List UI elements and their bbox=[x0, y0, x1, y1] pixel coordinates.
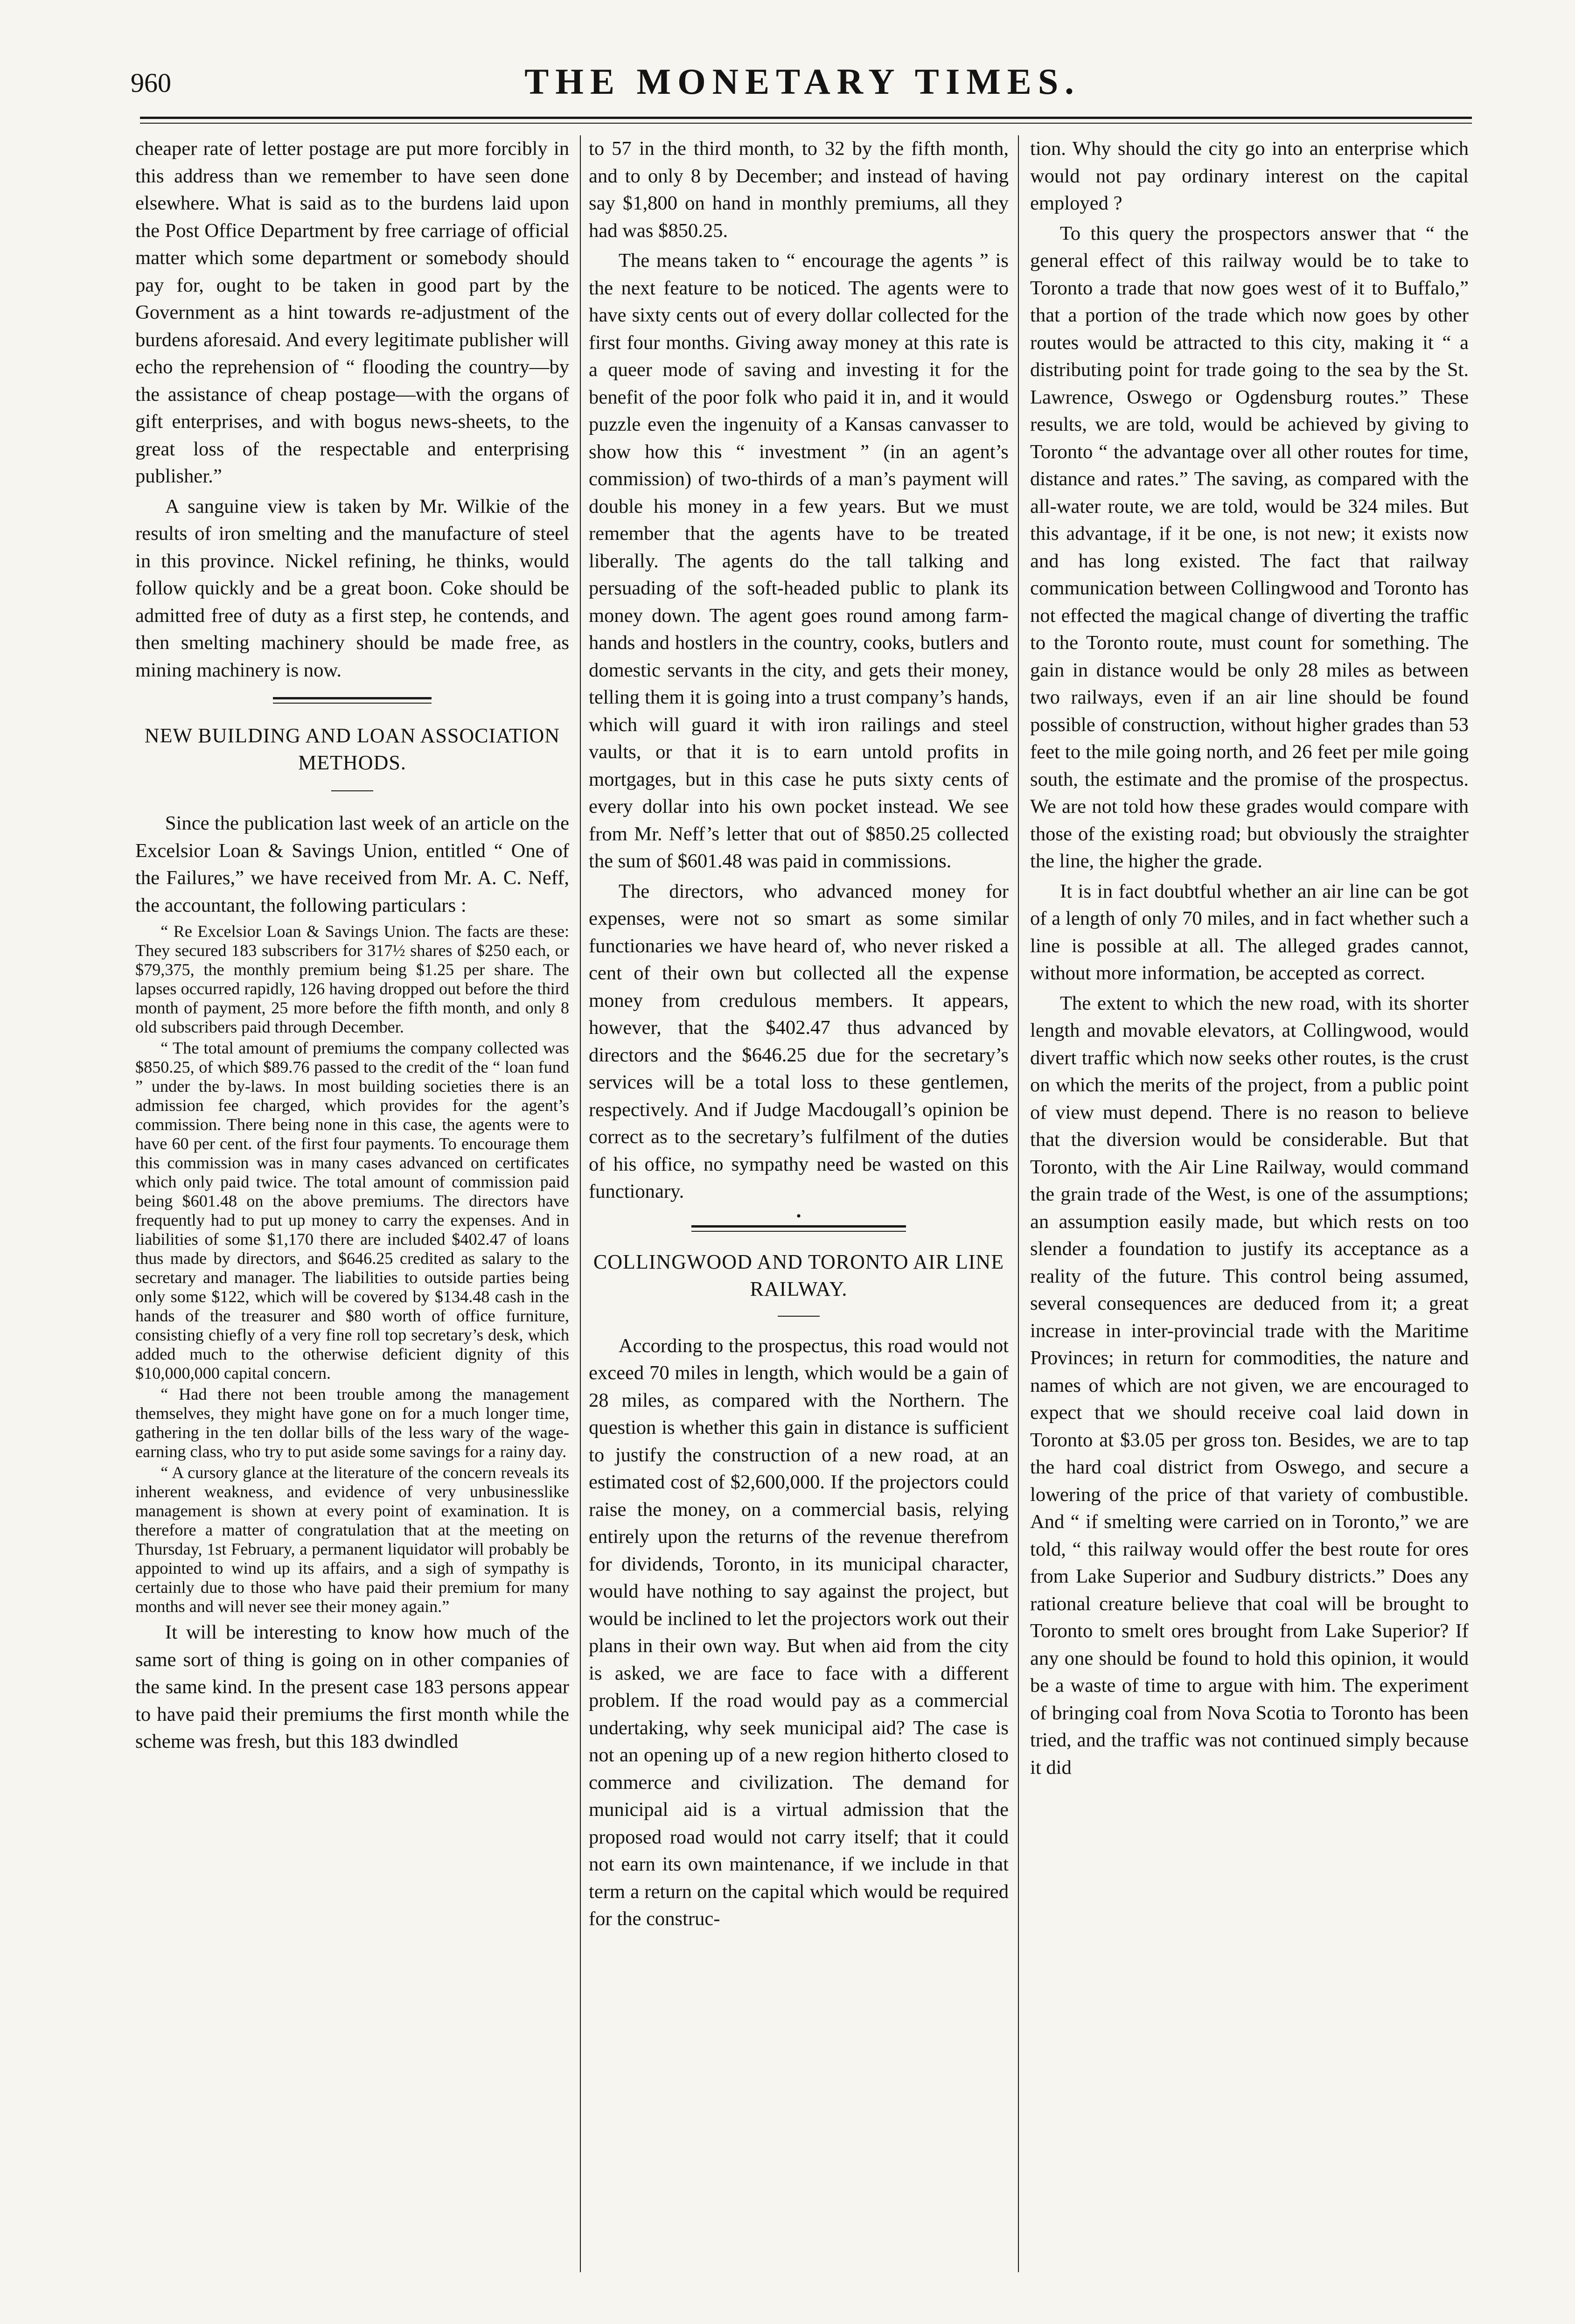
column-3 bbox=[1030, 135, 1469, 1781]
column-divider-1 bbox=[580, 135, 581, 2272]
header-rule-thin bbox=[140, 123, 1472, 124]
column-1 bbox=[135, 135, 569, 1756]
paragraph: tion. Why should the city go into an enterprise which would not pay ordinary interest on the capital employed ? bbox=[1030, 138, 1469, 214]
heading-underline bbox=[778, 1316, 820, 1317]
article-heading: NEW BUILDING AND LOAN ASSOCIATION METHODS. bbox=[144, 724, 560, 774]
paragraph: to 57 in the third month, to 32 by the fifth month, and to only 8 by December; and instead of having say $1,800 on hand in monthly premiums, all they had was $850.25. bbox=[589, 138, 1009, 242]
heading-underline bbox=[331, 790, 373, 791]
paragraph: It is in fact doubtful whether an air line can be got of a length of only 70 miles, and in fact whether such a line is possible at all. The alleged grades cannot, without more information, be accepted as correct. bbox=[1030, 880, 1469, 984]
article-lead: Since the publication last week of an article on the Excelsior Loan & Savings Union, entitled “ One of the Failures,” we have received from Mr. A. C. Neff, the accountant, the following particulars : bbox=[135, 812, 569, 916]
ornament-dot: • bbox=[796, 1208, 801, 1224]
letter-quote: “ Re Excelsior Loan & Savings Union. The facts are these: They secured 183 subscribers for 317½ shares of $250 each, or $79,375, the monthly premium being $1.25 per share. The lapses occurred rapidly, 126 having dropped out before the third month of payment, 25 more before the fifth month, and only 8 old subscribers paid through December. bbox=[135, 922, 569, 1036]
page-header bbox=[131, 61, 1474, 112]
page-number: 960 bbox=[131, 68, 171, 98]
column-divider-2 bbox=[1018, 135, 1019, 2272]
column-2 bbox=[589, 135, 1009, 1933]
article-heading: COLLINGWOOD AND TORONTO AIR LINE RAILWAY. bbox=[593, 1250, 1004, 1300]
publication-title: THE MONETARY TIMES. bbox=[524, 61, 1080, 102]
paragraph: It will be interesting to know how much of the same sort of thing is going on in other companies of the same kind. In the present case 183 persons appear to have paid their premiums the first month while the scheme was fresh, but this 183 dwindled bbox=[135, 1621, 569, 1752]
letter-quote: “ The total amount of premiums the company collected was $850.25, of which $89.76 passed to the credit of the “ loan fund ” under the by-laws. In most building societies there is an admission fee charged, which provides for the agent’s commission. There being none in this case, the agents were to have 60 per cent. of the first four payments. To encourage them this commission was in many cases advanced on certificates which only paid twice. The total amount of commission paid being $601.48 on the above premiums. The directors have frequently had to put up money to carry the expenses. And in liabilities of some $1,170 there are included $402.47 of loans thus made by directors, and $646.25 credited as salary to the secretary and manager. The liabilities to outside parties being only some $122, which will be covered by $134.48 cash in the hands of the treasurer and $80 worth of office furniture, consisting chiefly of a very fine roll top secretary’s desk, which added much to the otherwise deficient dignity of this $10,000,000 capital concern. bbox=[135, 1039, 569, 1382]
paragraph: According to the prospectus, this road would not exceed 70 miles in length, which would be a gain of 28 miles, as compared with the Northern. The question is whether this gain in distance is sufficient to justify the construction of a new road, at an estimated cost of $2,600,000. If the projectors could raise the money, on a commercial basis, relying entirely upon the returns of the revenue therefrom for dividends, Toronto, in its municipal character, would have nothing to say against the project, but would be inclined to let the projectors work out their plans in their own way. But when aid from the city is asked, we are face to face with a different problem. If the road would pay as a commercial undertaking, why seek municipal aid? The case is not an opening up of a new region hitherto closed to commerce and civilization. The demand for municipal aid is a virtual admission that the proposed road would not carry itself; that it could not earn its own maintenance, if we include in that term a return on the capital which would be required for the construc- bbox=[589, 1334, 1009, 1930]
paragraph: A sanguine view is taken by Mr. Wilkie of the results of iron smelting and the manufacture of steel in this province. Nickel refining, he thinks, would follow quickly and be a great boon. Coke should be admitted free of duty as a first step, he contends, and then smelting machinery should be made free, as mining machinery is now. bbox=[135, 495, 569, 681]
section-separator bbox=[691, 1225, 906, 1232]
section-separator bbox=[273, 697, 432, 704]
letter-quote: “ Had there not been trouble among the management themselves, they might have gone on for a much longer time, gathering in the ten dollar bills of the less wary of the wage-earning class, who try to put aside some savings for a rainy day. bbox=[135, 1385, 569, 1461]
paragraph: cheaper rate of letter postage are put more forcibly in this address than we remember to have seen done elsewhere. What is said as to the burdens laid upon the Post Office Department by free carriage of official matter which some department or somebody should pay for, ought to be taken in good part by the Government as a hint towards re-adjustment of the burdens aforesaid. And every legitimate publisher will echo the reprehension of “ flooding the country—by the assistance of cheap postage—with the organs of gift enterprises, and with bogus news-sheets, to the great loss of the respectable and enterprising publisher.” bbox=[135, 138, 569, 487]
paragraph: The directors, who advanced money for expenses, were not so smart as some similar functionaries we have heard of, who never risked a cent of their own but collected all the expense money from credulous members. It appears, however, that the $402.47 thus advanced by directors and the $646.25 due for the secretary’s services will be a total loss to these gentlemen, respectively. And if Judge Macdougall’s opinion be correct as to the secretary’s fulfilment of the duties of his office, no sympathy need be wasted on this functionary. bbox=[589, 880, 1009, 1202]
paragraph: To this query the prospectors answer that “ the general effect of this railway would be to take to Toronto a trade that now goes west of it to Buffalo,” that a portion of the trade which now goes by other routes would be attracted to this city, making it “ a distributing point for trade going to the sea by the St. Lawrence, Oswego or Ogdensburg routes.” These results, we are told, would be achieved by giving to Toronto “ the advantage over all other routes for time, distance and rates.” The saving, as compared with the all-water route, we are told, would be 324 miles. But this advantage, if it be one, is not new; it exists now and has long existed. The fact that railway communication between Collingwood and Toronto has not effected the magical change of diverting the traffic to the Toronto route, must count for something. The gain in distance would be only 28 miles as between two railways, even if an air line should be found possible of construction, without higher grades than 53 feet to the mile going north, and 26 feet per mile going south, the estimate and the promise of the prospectus. We are not told how these grades would compare with those of the existing road; but obviously the straighter the line, the higher the grade. bbox=[1030, 222, 1469, 872]
header-rule-thick bbox=[140, 117, 1472, 119]
letter-quote: “ A cursory glance at the literature of the concern reveals its inherent weakness, and evidence of very unbusinesslike management is shown at every point of examination. It is therefore a matter of congratulation that at the meeting on Thursday, 1st February, a permanent liquidator will probably be appointed to wind up its affairs, and a sigh of sympathy is certainly due to those who have paid their premium for many months and will never see their money again.” bbox=[135, 1463, 569, 1616]
paragraph: The extent to which the new road, with its shorter length and movable elevators, at Collingwood, would divert traffic which now seeks other routes, is the crust on which the merits of the project, from a public point of view must depend. There is no reason to believe that the diversion would be considerable. But that Toronto, with the Air Line Railway, would command the grain trade of the West, is one of the assumptions; an assumption easily made, but which rests on too slender a foundation to justify its acceptance as a reality of the future. This control being assumed, several consequences are deduced from it; a great increase in inter-provincial trade with the Maritime Provinces; in return for commodities, the nature and names of which are not given, we are encouraged to expect that we should receive coal laid down in Toronto at $3.05 per gross ton. Besides, we are to tap the hard coal district from Oswego, and secure a lowering of the price of that variety of combustible. And “ if smelting were carried on in Toronto,” we are told, “ this railway would offer the best route for ores from Lake Superior and Sudbury districts.” Does any rational creature believe that coal will be brought to Toronto to smelt ores brought from Lake Superior? If any one should be found to hold this opinion, it would be a waste of time to argue with him. The experiment of bringing coal from Nova Scotia to Toronto has been tried, and the traffic was not continued simply because it did bbox=[1030, 992, 1469, 1779]
paragraph: The means taken to “ encourage the agents ” is the next feature to be noticed. The agents were to have sixty cents out of every dollar collected for the first four months. Giving away money at this rate is a queer mode of saving and investing it for the benefit of the poor folk who paid it in, and it would puzzle even the ingenuity of a Kansas canvasser to show how this “ investment ” (in an agent’s commission) of two-thirds of a man’s payment will double his money in a few years. But we must remember that the agents have to be treated liberally. The agents do the tall talking and persuading of the soft-headed public to plank its money down. The agent goes round among farm-hands and hostlers in the country, cooks, butlers and domestic servants in the city, and gets their money, telling them it is going into a trust company’s hands, which will guard it with iron railings and steel vaults, or that it is to earn untold profits in mortgages, but in this case he puts sixty cents of every dollar into his own pocket instead. We see from Mr. Neff’s letter that out of $850.25 collected the sum of $601.48 was paid in commissions. bbox=[589, 250, 1009, 872]
